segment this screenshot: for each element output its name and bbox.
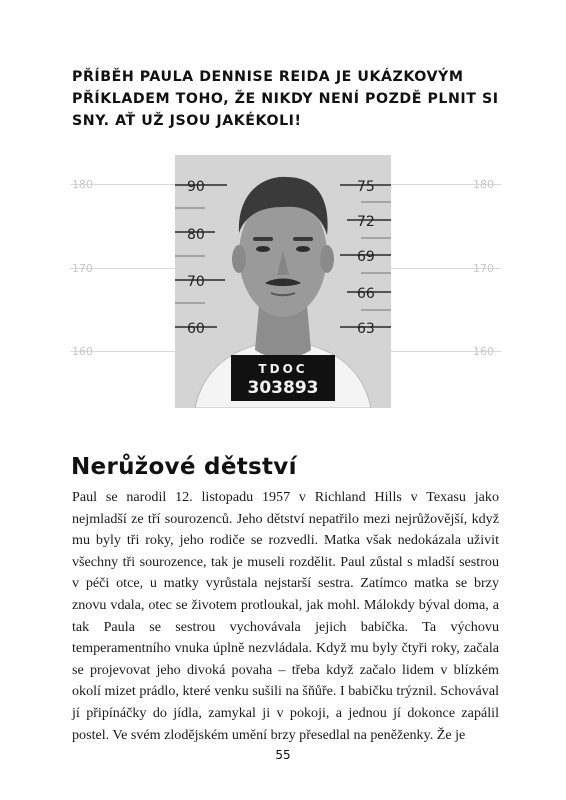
scale-mark: 60 bbox=[187, 321, 205, 337]
scale-mark: 70 bbox=[187, 274, 205, 290]
scale-label: 160 bbox=[473, 345, 494, 358]
scale-mark: 75 bbox=[357, 179, 375, 195]
section-title: Nerůžové dětství bbox=[71, 454, 297, 480]
scale-mark: 90 bbox=[187, 179, 205, 195]
body-paragraph: Paul se narodil 12. listopadu 1957 v Richland Hills v Texasu jako nejmladší ze tří sourozenců. Jeho dětství nepatřilo mezi nejrůžovější, když mu byly tři roky, jeho rodiče se rozvedli. Matka však nedokázala uživit všechny tři sourozence, tak je museli rozdělit. Paul zůstal s mladší sestrou v péči otce, u matky vyrůstala nejstarší sestra. Zatímco matka se brzy znovu vdala, otec se životem protloukal, jak mohl. Málokdy býval doma, a tak Paula se sestrou vychovávala jejich babička. Ta výchovu temperamentního vnuka úplně nezvládala. Když mu byly čtyři roky, začala se projevovat jeho divoká povaha – třeba když začalo lidem v blízkém okolí mizet prádlo, které venku sušili na šňůře. I babičku trýznil. Schovával jí připínáčky do jídla, zamykal ji v pokoji, a jednou jí dokonce zapálil postel. Ve svém zlodějském umění brzy přesedlal na peněženky. Že je bbox=[72, 489, 499, 743]
mugshot-photo bbox=[175, 155, 391, 408]
page-number: 55 bbox=[275, 748, 291, 762]
scale-label: 160 bbox=[72, 345, 93, 358]
placard-number: 303893 bbox=[247, 378, 319, 398]
scale-mark: 63 bbox=[357, 321, 375, 337]
scale-label: 170 bbox=[72, 262, 93, 275]
height-scale-left bbox=[70, 150, 175, 370]
scale-label: 180 bbox=[473, 178, 494, 191]
scale-label: 180 bbox=[72, 178, 93, 191]
scale-mark: 66 bbox=[357, 286, 375, 302]
height-scale-right bbox=[391, 150, 501, 370]
scale-mark: 72 bbox=[357, 214, 375, 230]
scale-label: 170 bbox=[473, 262, 494, 275]
intro-text: PŘÍBĚH PAULA DENNISE REIDA JE UKÁZKOVÝM PŘÍKLADEM TOHO, ŽE NIKDY NENÍ POZDĚ PLNIT SI SNY. AŤ UŽ JSOU JAKÉKOLI! bbox=[72, 69, 499, 129]
placard-label: TDOC bbox=[258, 362, 308, 376]
scale-mark: 80 bbox=[187, 227, 205, 243]
scale-mark: 69 bbox=[357, 249, 375, 265]
